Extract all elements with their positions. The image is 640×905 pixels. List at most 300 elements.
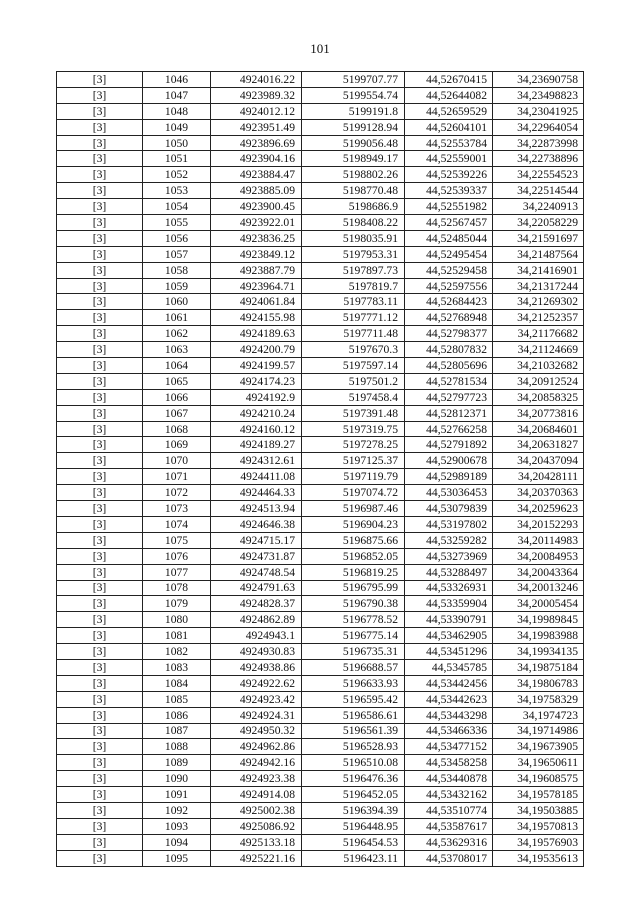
y-coordinate-cell: 5196819.25 — [302, 564, 405, 580]
latitude-cell: 44,52644082 — [405, 87, 493, 103]
point-number-cell: 1095 — [143, 850, 211, 866]
longitude-cell: 34,22964054 — [493, 119, 584, 135]
table-row — [57, 278, 584, 294]
source-ref-cell: [3] — [57, 850, 143, 866]
longitude-cell: 34,20152293 — [493, 516, 584, 532]
source-ref-cell: [3] — [57, 485, 143, 501]
longitude-cell: 34,19578185 — [493, 787, 584, 803]
table-row — [57, 262, 584, 278]
point-number-cell: 1074 — [143, 516, 211, 532]
x-coordinate-cell: 4924828.37 — [211, 596, 302, 612]
source-ref-cell: [3] — [57, 310, 143, 326]
x-coordinate-cell: 4924914.08 — [211, 787, 302, 803]
latitude-cell: 44,53510774 — [405, 802, 493, 818]
point-number-cell: 1049 — [143, 119, 211, 135]
point-number-cell: 1077 — [143, 564, 211, 580]
x-coordinate-cell: 4924200.79 — [211, 342, 302, 358]
y-coordinate-cell: 5196423.11 — [302, 850, 405, 866]
y-coordinate-cell: 5198949.17 — [302, 151, 405, 167]
source-ref-cell: [3] — [57, 342, 143, 358]
source-ref-cell: [3] — [57, 596, 143, 612]
point-number-cell: 1068 — [143, 421, 211, 437]
point-number-cell: 1071 — [143, 469, 211, 485]
latitude-cell: 44,5345785 — [405, 659, 493, 675]
source-ref-cell: [3] — [57, 230, 143, 246]
table-row — [57, 453, 584, 469]
table-row — [57, 501, 584, 517]
table-row — [57, 596, 584, 612]
longitude-cell: 34,21487564 — [493, 246, 584, 262]
longitude-cell: 34,19758329 — [493, 691, 584, 707]
point-number-cell: 1075 — [143, 532, 211, 548]
x-coordinate-cell: 4924192.9 — [211, 389, 302, 405]
longitude-cell: 34,22738896 — [493, 151, 584, 167]
y-coordinate-cell: 5197771.12 — [302, 310, 405, 326]
longitude-cell: 34,19650611 — [493, 755, 584, 771]
y-coordinate-cell: 5198408.22 — [302, 215, 405, 231]
y-coordinate-cell: 5196778.52 — [302, 612, 405, 628]
y-coordinate-cell: 5197953.31 — [302, 246, 405, 262]
source-ref-cell: [3] — [57, 787, 143, 803]
point-number-cell: 1078 — [143, 580, 211, 596]
point-number-cell: 1084 — [143, 675, 211, 691]
table-row — [57, 755, 584, 771]
table-row — [57, 135, 584, 151]
y-coordinate-cell: 5197125.37 — [302, 453, 405, 469]
source-ref-cell: [3] — [57, 87, 143, 103]
latitude-cell: 44,53440878 — [405, 771, 493, 787]
source-ref-cell: [3] — [57, 294, 143, 310]
latitude-cell: 44,52797723 — [405, 389, 493, 405]
table-row — [57, 87, 584, 103]
source-ref-cell: [3] — [57, 151, 143, 167]
x-coordinate-cell: 4924731.87 — [211, 548, 302, 564]
table-row — [57, 151, 584, 167]
x-coordinate-cell: 4924922.62 — [211, 675, 302, 691]
latitude-cell: 44,53466336 — [405, 723, 493, 739]
source-ref-cell: [3] — [57, 644, 143, 660]
longitude-cell: 34,21124669 — [493, 342, 584, 358]
table-row — [57, 516, 584, 532]
source-ref-cell: [3] — [57, 103, 143, 119]
x-coordinate-cell: 4924791.63 — [211, 580, 302, 596]
latitude-cell: 44,53259282 — [405, 532, 493, 548]
point-number-cell: 1047 — [143, 87, 211, 103]
longitude-cell: 34,21032682 — [493, 358, 584, 374]
longitude-cell: 34,23041925 — [493, 103, 584, 119]
y-coordinate-cell: 5196795.99 — [302, 580, 405, 596]
point-number-cell: 1063 — [143, 342, 211, 358]
x-coordinate-cell: 4924189.63 — [211, 326, 302, 342]
source-ref-cell: [3] — [57, 199, 143, 215]
longitude-cell: 34,23498823 — [493, 87, 584, 103]
longitude-cell: 34,20428111 — [493, 469, 584, 485]
latitude-cell: 44,52900678 — [405, 453, 493, 469]
source-ref-cell: [3] — [57, 262, 143, 278]
longitude-cell: 34,19535613 — [493, 850, 584, 866]
table-row — [57, 437, 584, 453]
point-number-cell: 1081 — [143, 628, 211, 644]
y-coordinate-cell: 5197670.3 — [302, 342, 405, 358]
source-ref-cell: [3] — [57, 564, 143, 580]
point-number-cell: 1088 — [143, 739, 211, 755]
table-row — [57, 294, 584, 310]
latitude-cell: 44,52807832 — [405, 342, 493, 358]
x-coordinate-cell: 4923836.25 — [211, 230, 302, 246]
latitude-cell: 44,52791892 — [405, 437, 493, 453]
source-ref-cell: [3] — [57, 389, 143, 405]
x-coordinate-cell: 4924174.23 — [211, 373, 302, 389]
table-row — [57, 802, 584, 818]
longitude-cell: 34,19673905 — [493, 739, 584, 755]
point-number-cell: 1082 — [143, 644, 211, 660]
latitude-cell: 44,52781534 — [405, 373, 493, 389]
source-ref-cell: [3] — [57, 675, 143, 691]
point-number-cell: 1048 — [143, 103, 211, 119]
source-ref-cell: [3] — [57, 469, 143, 485]
x-coordinate-cell: 4924513.94 — [211, 501, 302, 517]
y-coordinate-cell: 5197458.4 — [302, 389, 405, 405]
table-row — [57, 342, 584, 358]
point-number-cell: 1093 — [143, 818, 211, 834]
source-ref-cell: [3] — [57, 437, 143, 453]
longitude-cell: 34,19983988 — [493, 628, 584, 644]
longitude-cell: 34,19989845 — [493, 612, 584, 628]
point-number-cell: 1051 — [143, 151, 211, 167]
y-coordinate-cell: 5199128.94 — [302, 119, 405, 135]
y-coordinate-cell: 5197319.75 — [302, 421, 405, 437]
table-row — [57, 691, 584, 707]
source-ref-cell: [3] — [57, 755, 143, 771]
longitude-cell: 34,23690758 — [493, 72, 584, 88]
source-ref-cell: [3] — [57, 72, 143, 88]
x-coordinate-cell: 4923964.71 — [211, 278, 302, 294]
latitude-cell: 44,53359904 — [405, 596, 493, 612]
y-coordinate-cell: 5196561.39 — [302, 723, 405, 739]
point-number-cell: 1046 — [143, 72, 211, 88]
latitude-cell: 44,52798377 — [405, 326, 493, 342]
table-row — [57, 548, 584, 564]
longitude-cell: 34,19806783 — [493, 675, 584, 691]
y-coordinate-cell: 5197278.25 — [302, 437, 405, 453]
latitude-cell: 44,52768948 — [405, 310, 493, 326]
latitude-cell: 44,53458258 — [405, 755, 493, 771]
y-coordinate-cell: 5196775.14 — [302, 628, 405, 644]
x-coordinate-cell: 4923989.32 — [211, 87, 302, 103]
latitude-cell: 44,52539226 — [405, 167, 493, 183]
source-ref-cell: [3] — [57, 580, 143, 596]
point-number-cell: 1066 — [143, 389, 211, 405]
source-ref-cell: [3] — [57, 723, 143, 739]
x-coordinate-cell: 4924016.22 — [211, 72, 302, 88]
source-ref-cell: [3] — [57, 405, 143, 421]
x-coordinate-cell: 4923922.01 — [211, 215, 302, 231]
point-number-cell: 1061 — [143, 310, 211, 326]
longitude-cell: 34,2240913 — [493, 199, 584, 215]
longitude-cell: 34,20370363 — [493, 485, 584, 501]
y-coordinate-cell: 5196987.46 — [302, 501, 405, 517]
longitude-cell: 34,22058229 — [493, 215, 584, 231]
point-number-cell: 1052 — [143, 167, 211, 183]
point-number-cell: 1060 — [143, 294, 211, 310]
source-ref-cell: [3] — [57, 167, 143, 183]
x-coordinate-cell: 4924312.61 — [211, 453, 302, 469]
latitude-cell: 44,52659529 — [405, 103, 493, 119]
longitude-cell: 34,21252357 — [493, 310, 584, 326]
y-coordinate-cell: 5196852.05 — [302, 548, 405, 564]
x-coordinate-cell: 4924942.16 — [211, 755, 302, 771]
latitude-cell: 44,53587617 — [405, 818, 493, 834]
longitude-cell: 34,20259623 — [493, 501, 584, 517]
table-row — [57, 326, 584, 342]
table-row — [57, 469, 584, 485]
point-number-cell: 1076 — [143, 548, 211, 564]
longitude-cell: 34,20084953 — [493, 548, 584, 564]
y-coordinate-cell: 5196476.36 — [302, 771, 405, 787]
longitude-cell: 34,20684601 — [493, 421, 584, 437]
x-coordinate-cell: 4925002.38 — [211, 802, 302, 818]
x-coordinate-cell: 4924199.57 — [211, 358, 302, 374]
table-row — [57, 72, 584, 88]
point-number-cell: 1089 — [143, 755, 211, 771]
latitude-cell: 44,53288497 — [405, 564, 493, 580]
x-coordinate-cell: 4924748.54 — [211, 564, 302, 580]
x-coordinate-cell: 4924210.24 — [211, 405, 302, 421]
x-coordinate-cell: 4924061.84 — [211, 294, 302, 310]
x-coordinate-cell: 4924411.08 — [211, 469, 302, 485]
point-number-cell: 1069 — [143, 437, 211, 453]
y-coordinate-cell: 5196735.31 — [302, 644, 405, 660]
y-coordinate-cell: 5197597.14 — [302, 358, 405, 374]
longitude-cell: 34,20437094 — [493, 453, 584, 469]
longitude-cell: 34,20773816 — [493, 405, 584, 421]
table-row — [57, 405, 584, 421]
x-coordinate-cell: 4923900.45 — [211, 199, 302, 215]
x-coordinate-cell: 4924962.86 — [211, 739, 302, 755]
latitude-cell: 44,52805696 — [405, 358, 493, 374]
point-number-cell: 1064 — [143, 358, 211, 374]
x-coordinate-cell: 4924923.42 — [211, 691, 302, 707]
longitude-cell: 34,19576903 — [493, 834, 584, 850]
table-row — [57, 675, 584, 691]
longitude-cell: 34,22514544 — [493, 183, 584, 199]
latitude-cell: 44,53432162 — [405, 787, 493, 803]
table-row — [57, 167, 584, 183]
longitude-cell: 34,22873998 — [493, 135, 584, 151]
latitude-cell: 44,53708017 — [405, 850, 493, 866]
point-number-cell: 1092 — [143, 802, 211, 818]
source-ref-cell: [3] — [57, 818, 143, 834]
source-ref-cell: [3] — [57, 215, 143, 231]
longitude-cell: 34,20858325 — [493, 389, 584, 405]
table-row — [57, 199, 584, 215]
source-ref-cell: [3] — [57, 612, 143, 628]
x-coordinate-cell: 4924155.98 — [211, 310, 302, 326]
x-coordinate-cell: 4924189.27 — [211, 437, 302, 453]
x-coordinate-cell: 4923887.79 — [211, 262, 302, 278]
longitude-cell: 34,20005454 — [493, 596, 584, 612]
source-ref-cell: [3] — [57, 771, 143, 787]
longitude-cell: 34,21317244 — [493, 278, 584, 294]
x-coordinate-cell: 4924012.12 — [211, 103, 302, 119]
y-coordinate-cell: 5198686.9 — [302, 199, 405, 215]
longitude-cell: 34,21591697 — [493, 230, 584, 246]
table-row — [57, 230, 584, 246]
latitude-cell: 44,52529458 — [405, 262, 493, 278]
longitude-cell: 34,19608575 — [493, 771, 584, 787]
longitude-cell: 34,21269302 — [493, 294, 584, 310]
point-number-cell: 1091 — [143, 787, 211, 803]
latitude-cell: 44,52989189 — [405, 469, 493, 485]
source-ref-cell: [3] — [57, 135, 143, 151]
y-coordinate-cell: 5197119.79 — [302, 469, 405, 485]
table-row — [57, 659, 584, 675]
source-ref-cell: [3] — [57, 691, 143, 707]
x-coordinate-cell: 4923884.47 — [211, 167, 302, 183]
y-coordinate-cell: 5199554.74 — [302, 87, 405, 103]
point-number-cell: 1062 — [143, 326, 211, 342]
point-number-cell: 1053 — [143, 183, 211, 199]
source-ref-cell: [3] — [57, 834, 143, 850]
x-coordinate-cell: 4924950.32 — [211, 723, 302, 739]
point-number-cell: 1057 — [143, 246, 211, 262]
table-row — [57, 612, 584, 628]
latitude-cell: 44,52553784 — [405, 135, 493, 151]
longitude-cell: 34,19934135 — [493, 644, 584, 660]
longitude-cell: 34,19570813 — [493, 818, 584, 834]
longitude-cell: 34,20631827 — [493, 437, 584, 453]
latitude-cell: 44,53451296 — [405, 644, 493, 660]
longitude-cell: 34,19503885 — [493, 802, 584, 818]
table-row — [57, 723, 584, 739]
point-number-cell: 1086 — [143, 707, 211, 723]
source-ref-cell: [3] — [57, 659, 143, 675]
latitude-cell: 44,53326931 — [405, 580, 493, 596]
latitude-cell: 44,52766258 — [405, 421, 493, 437]
y-coordinate-cell: 5196875.66 — [302, 532, 405, 548]
latitude-cell: 44,53273969 — [405, 548, 493, 564]
y-coordinate-cell: 5196452.05 — [302, 787, 405, 803]
table-row — [57, 771, 584, 787]
x-coordinate-cell: 4923951.49 — [211, 119, 302, 135]
x-coordinate-cell: 4924646.38 — [211, 516, 302, 532]
source-ref-cell: [3] — [57, 421, 143, 437]
point-number-cell: 1072 — [143, 485, 211, 501]
source-ref-cell: [3] — [57, 628, 143, 644]
table-row — [57, 564, 584, 580]
x-coordinate-cell: 4924930.83 — [211, 644, 302, 660]
table-row — [57, 421, 584, 437]
table-row — [57, 215, 584, 231]
source-ref-cell: [3] — [57, 739, 143, 755]
page-number: 101 — [310, 41, 330, 56]
point-number-cell: 1054 — [143, 199, 211, 215]
y-coordinate-cell: 5196454.53 — [302, 834, 405, 850]
latitude-cell: 44,52670415 — [405, 72, 493, 88]
latitude-cell: 44,52812371 — [405, 405, 493, 421]
source-ref-cell: [3] — [57, 326, 143, 342]
x-coordinate-cell: 4925221.16 — [211, 850, 302, 866]
point-number-cell: 1090 — [143, 771, 211, 787]
x-coordinate-cell: 4924464.33 — [211, 485, 302, 501]
table-row — [57, 389, 584, 405]
x-coordinate-cell: 4924923.38 — [211, 771, 302, 787]
y-coordinate-cell: 5196528.93 — [302, 739, 405, 755]
source-ref-cell: [3] — [57, 183, 143, 199]
x-coordinate-cell: 4924938.86 — [211, 659, 302, 675]
latitude-cell: 44,53036453 — [405, 485, 493, 501]
source-ref-cell: [3] — [57, 707, 143, 723]
y-coordinate-cell: 5197819.7 — [302, 278, 405, 294]
x-coordinate-cell: 4924924.31 — [211, 707, 302, 723]
x-coordinate-cell: 4923896.69 — [211, 135, 302, 151]
point-number-cell: 1073 — [143, 501, 211, 517]
source-ref-cell: [3] — [57, 373, 143, 389]
longitude-cell: 34,19875184 — [493, 659, 584, 675]
y-coordinate-cell: 5197391.48 — [302, 405, 405, 421]
y-coordinate-cell: 5196688.57 — [302, 659, 405, 675]
point-number-cell: 1065 — [143, 373, 211, 389]
y-coordinate-cell: 5197074.72 — [302, 485, 405, 501]
point-number-cell: 1070 — [143, 453, 211, 469]
x-coordinate-cell: 4923849.12 — [211, 246, 302, 262]
longitude-cell: 34,21416901 — [493, 262, 584, 278]
x-coordinate-cell: 4924715.17 — [211, 532, 302, 548]
source-ref-cell: [3] — [57, 548, 143, 564]
source-ref-cell: [3] — [57, 802, 143, 818]
table-row — [57, 644, 584, 660]
longitude-cell: 34,1974723 — [493, 707, 584, 723]
y-coordinate-cell: 5198035.91 — [302, 230, 405, 246]
x-coordinate-cell: 4925086.92 — [211, 818, 302, 834]
y-coordinate-cell: 5196586.61 — [302, 707, 405, 723]
y-coordinate-cell: 5196448.95 — [302, 818, 405, 834]
table-row — [57, 850, 584, 866]
table-row — [57, 580, 584, 596]
x-coordinate-cell: 4923885.09 — [211, 183, 302, 199]
latitude-cell: 44,52539337 — [405, 183, 493, 199]
y-coordinate-cell: 5198770.48 — [302, 183, 405, 199]
y-coordinate-cell: 5198802.26 — [302, 167, 405, 183]
y-coordinate-cell: 5199191.8 — [302, 103, 405, 119]
y-coordinate-cell: 5197783.11 — [302, 294, 405, 310]
longitude-cell: 34,22554523 — [493, 167, 584, 183]
point-number-cell: 1094 — [143, 834, 211, 850]
y-coordinate-cell: 5196633.93 — [302, 675, 405, 691]
x-coordinate-cell: 4924943.1 — [211, 628, 302, 644]
point-number-cell: 1056 — [143, 230, 211, 246]
table-row — [57, 358, 584, 374]
point-number-cell: 1059 — [143, 278, 211, 294]
latitude-cell: 44,53443298 — [405, 707, 493, 723]
longitude-cell: 34,21176682 — [493, 326, 584, 342]
x-coordinate-cell: 4925133.18 — [211, 834, 302, 850]
latitude-cell: 44,53462905 — [405, 628, 493, 644]
latitude-cell: 44,52604101 — [405, 119, 493, 135]
y-coordinate-cell: 5196904.23 — [302, 516, 405, 532]
y-coordinate-cell: 5196790.38 — [302, 596, 405, 612]
point-number-cell: 1080 — [143, 612, 211, 628]
x-coordinate-cell: 4923904.16 — [211, 151, 302, 167]
y-coordinate-cell: 5197501.2 — [302, 373, 405, 389]
table-row — [57, 119, 584, 135]
table-row — [57, 834, 584, 850]
source-ref-cell: [3] — [57, 532, 143, 548]
y-coordinate-cell: 5196595.42 — [302, 691, 405, 707]
y-coordinate-cell: 5199707.77 — [302, 72, 405, 88]
x-coordinate-cell: 4924862.89 — [211, 612, 302, 628]
longitude-cell: 34,20912524 — [493, 373, 584, 389]
